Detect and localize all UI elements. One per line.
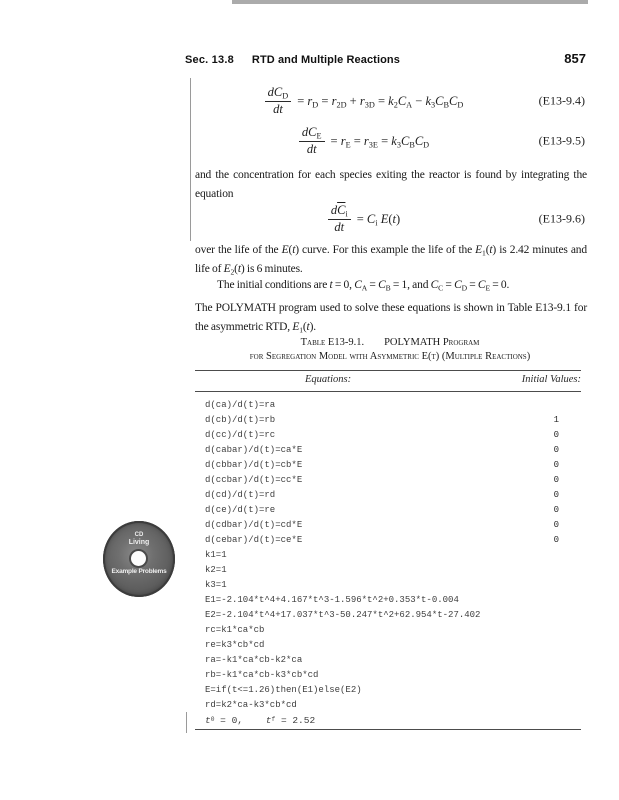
cd-label-example-problems: Example Problems — [111, 568, 167, 575]
cd-label-living: Living — [128, 539, 150, 546]
equation-e13-9-5 — [195, 124, 585, 158]
code-text: d(ce)/d(t)=re — [205, 504, 276, 515]
equation-e13-9-6 — [195, 202, 585, 236]
running-title: RTD and Multiple Reactions — [251, 54, 400, 66]
code-text: ra=-k1*ca*cb-k2*ca — [205, 654, 303, 665]
equation-e13-9-4 — [195, 84, 585, 118]
code-row — [205, 472, 581, 487]
initial-value: 0 — [553, 519, 559, 530]
code-row — [205, 457, 581, 472]
caption-subtitle: for Segregation Model with Asymmetric E(t) (Multiple Reactions) — [249, 351, 531, 362]
code-text: k2=1 — [205, 564, 227, 575]
code-text: E2=-2.104*t^4+17.037*t^3-50.247*t^2+62.954*t-27.402 — [205, 609, 481, 620]
equation-body: = $r_E = r_{3E} = k_3C_BC_D$ — [330, 133, 430, 150]
code-row — [205, 562, 581, 577]
table-rule-bottom — [195, 729, 581, 730]
code-row — [205, 622, 581, 637]
cd-label-cd: CD — [134, 532, 144, 538]
page-header — [185, 51, 586, 66]
table-rule-mid — [195, 391, 581, 392]
scan-artifact-bar — [232, 0, 588, 4]
code-row — [205, 577, 581, 592]
initial-value: 0 — [553, 504, 559, 515]
initial-value: 0 — [553, 429, 559, 440]
code-row — [205, 442, 581, 457]
code-text: d(cd)/d(t)=rd — [205, 489, 276, 500]
fraction-denominator: dt — [273, 101, 283, 116]
initial-value: 0 — [553, 459, 559, 470]
code-row — [205, 697, 581, 712]
fraction-numerator: $d\overline{C}_i$ — [328, 204, 351, 219]
cd-hole — [131, 551, 146, 566]
code-text: d(cb)/d(t)=rb — [205, 414, 276, 425]
code-text: d(cc)/d(t)=rc — [205, 429, 276, 440]
margin-scan-line — [190, 78, 191, 241]
code-row — [205, 607, 581, 622]
code-row — [205, 412, 581, 427]
fraction-denominator: dt — [306, 141, 317, 156]
caption-title: POLYMATH Program — [384, 337, 480, 348]
code-text: d(cbbar)/d(t)=cb*E — [205, 459, 303, 470]
caption-table-id: Table E13-9.1. — [300, 337, 365, 348]
fraction-numerator: $dC_E$ — [299, 126, 325, 141]
code-text: d(cebar)/d(t)=ce*E — [205, 534, 303, 545]
equation-label: (E13-9.4) — [538, 93, 585, 108]
code-text: E1=-2.104*t^4+4.167*t^3-1.596*t^2+0.353*t-0.004 — [205, 594, 459, 605]
code-row — [205, 427, 581, 442]
code-text: k1=1 — [205, 549, 227, 560]
code-row — [205, 652, 581, 667]
initial-conditions-line: The initial conditions are t = 0, $C_A = C_B = 1$, and $C_C = C_D = C_E = 0$. — [217, 279, 510, 293]
table-column-headers — [195, 374, 581, 385]
code-footer-time-range: t 0 = 0, t f = 2.52 — [205, 714, 316, 726]
page-number: 857 — [564, 51, 586, 66]
fraction — [265, 86, 292, 115]
column-header-initial-values: Initial Values: — [521, 374, 581, 385]
code-row — [205, 682, 581, 697]
code-row — [205, 637, 581, 652]
polymath-code-rows — [205, 397, 581, 728]
cd-living-example-icon — [103, 521, 177, 601]
code-row — [205, 502, 581, 517]
code-text: k3=1 — [205, 579, 227, 590]
equation-body: = $C_i$ E(t) — [356, 211, 401, 228]
initial-value: 0 — [553, 534, 559, 545]
code-text: E=if(t<=1.26)then(E1)else(E2) — [205, 684, 362, 695]
paragraph-e-life: over the life of the E(t) curve. For this example the life of the $E_1(t)$ is 2.42 minutes and life of $E_2(t)$ is 6 minutes. — [195, 244, 587, 276]
fraction-numerator: $dC_D$ — [265, 86, 292, 101]
fraction — [328, 204, 351, 233]
code-row — [205, 397, 581, 412]
code-text: d(cdbar)/d(t)=cd*E — [205, 519, 303, 530]
paragraph-polymath: The POLYMATH program used to solve these equations is shown in Table E13-9.1 for the asymmetric RTD, $E_1(t)$. — [195, 302, 587, 334]
section-number: Sec. 13.8 — [185, 54, 234, 66]
fraction-denominator: dt — [334, 219, 345, 234]
code-row — [205, 517, 581, 532]
code-row — [205, 592, 581, 607]
initial-value: 0 — [553, 489, 559, 500]
fraction — [299, 126, 325, 155]
paragraph-integrating: and the concentration for each species exiting the reactor is found by integrating the equation — [195, 169, 587, 200]
equation-label: (E13-9.5) — [538, 133, 585, 148]
equation-label: (E13-9.6) — [538, 211, 585, 226]
code-text: d(ccbar)/d(t)=cc*E — [205, 474, 303, 485]
code-row — [205, 532, 581, 547]
table-rule-top — [195, 370, 581, 371]
code-row — [205, 487, 581, 502]
code-text: rc=k1*ca*cb — [205, 624, 265, 635]
code-text: d(cabar)/d(t)=ca*E — [205, 444, 303, 455]
code-text: rb=-k1*ca*cb-k3*cb*cd — [205, 669, 319, 680]
equation-body: = $r_D = r_{2D} + r_{3D} = k_2C_A - k_3C_BC_D$ — [297, 93, 464, 110]
code-text: d(ca)/d(t)=ra — [205, 399, 276, 410]
code-text: rd=k2*ca-k3*cb*cd — [205, 699, 297, 710]
initial-value: 0 — [553, 444, 559, 455]
table-caption — [195, 336, 585, 364]
initial-value: 1 — [553, 414, 559, 425]
code-row — [205, 547, 581, 562]
margin-scan-tick — [186, 712, 187, 733]
code-text: re=k3*cb*cd — [205, 639, 265, 650]
initial-value: 0 — [553, 474, 559, 485]
cd-disc — [103, 521, 175, 597]
column-header-equations: Equations: — [305, 374, 352, 385]
code-row — [205, 667, 581, 682]
